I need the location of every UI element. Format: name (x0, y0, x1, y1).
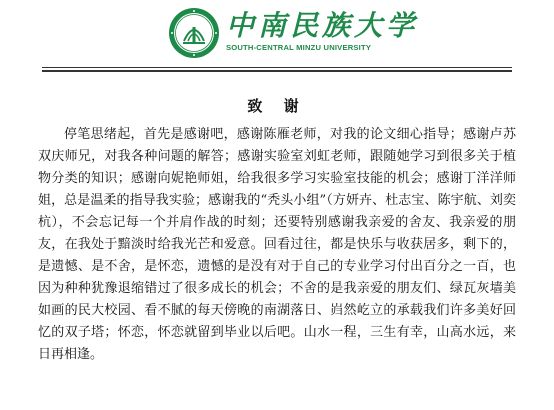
header-divider-thick (42, 70, 512, 72)
university-seal-logo (168, 7, 220, 59)
acknowledgement-paragraph: 停笔思绪起，首先是感谢吧，感谢陈雁老师，对我的论文细心指导；感谢卢苏双庆师兄，对我各种问题的解答；感谢实验室刘虹老师，跟随她学习到很多关于植物分类的知识；感谢向妮艳师姐，给我很多学习实验室技能的机会；感谢丁洋洋师姐，总是温柔的指导我实验；感谢我的“秃头小组”（方妍卉、杜志宝、陈宇航、刘奕杭），不会忘记每一个并肩作战的时刻；还要特别感谢我亲爱的舍友、我亲爱的朋友，在我处于黯淡时给我光芒和爱意。回看过往，都是快乐与收获居多，剩下的，是遗憾、是不舍，是怀恋，遗憾的是没有对于自己的专业学习付出百分之一百，也因为种种犹豫退缩错过了很多成长的机会；不舍的是我亲爱的朋友们、绿瓦灰墙美如画的民大校园、看不腻的每天傍晚的南湖落日、岿然屹立的承载我们许多美好回忆的双子塔；怀恋，怀恋就留到毕业以后吧。山水一程，三生有幸，山高水远，来日再相逢。 (38, 127, 516, 362)
page-title: 致 谢 (247, 97, 307, 115)
university-wordmark (226, 9, 419, 54)
university-header (0, 0, 554, 64)
header-divider-thin (42, 67, 512, 68)
university-name-cn: 中南民族大学 (226, 9, 419, 42)
university-name-en: SOUTH-CENTRAL MINZU UNIVERSITY (226, 43, 372, 52)
